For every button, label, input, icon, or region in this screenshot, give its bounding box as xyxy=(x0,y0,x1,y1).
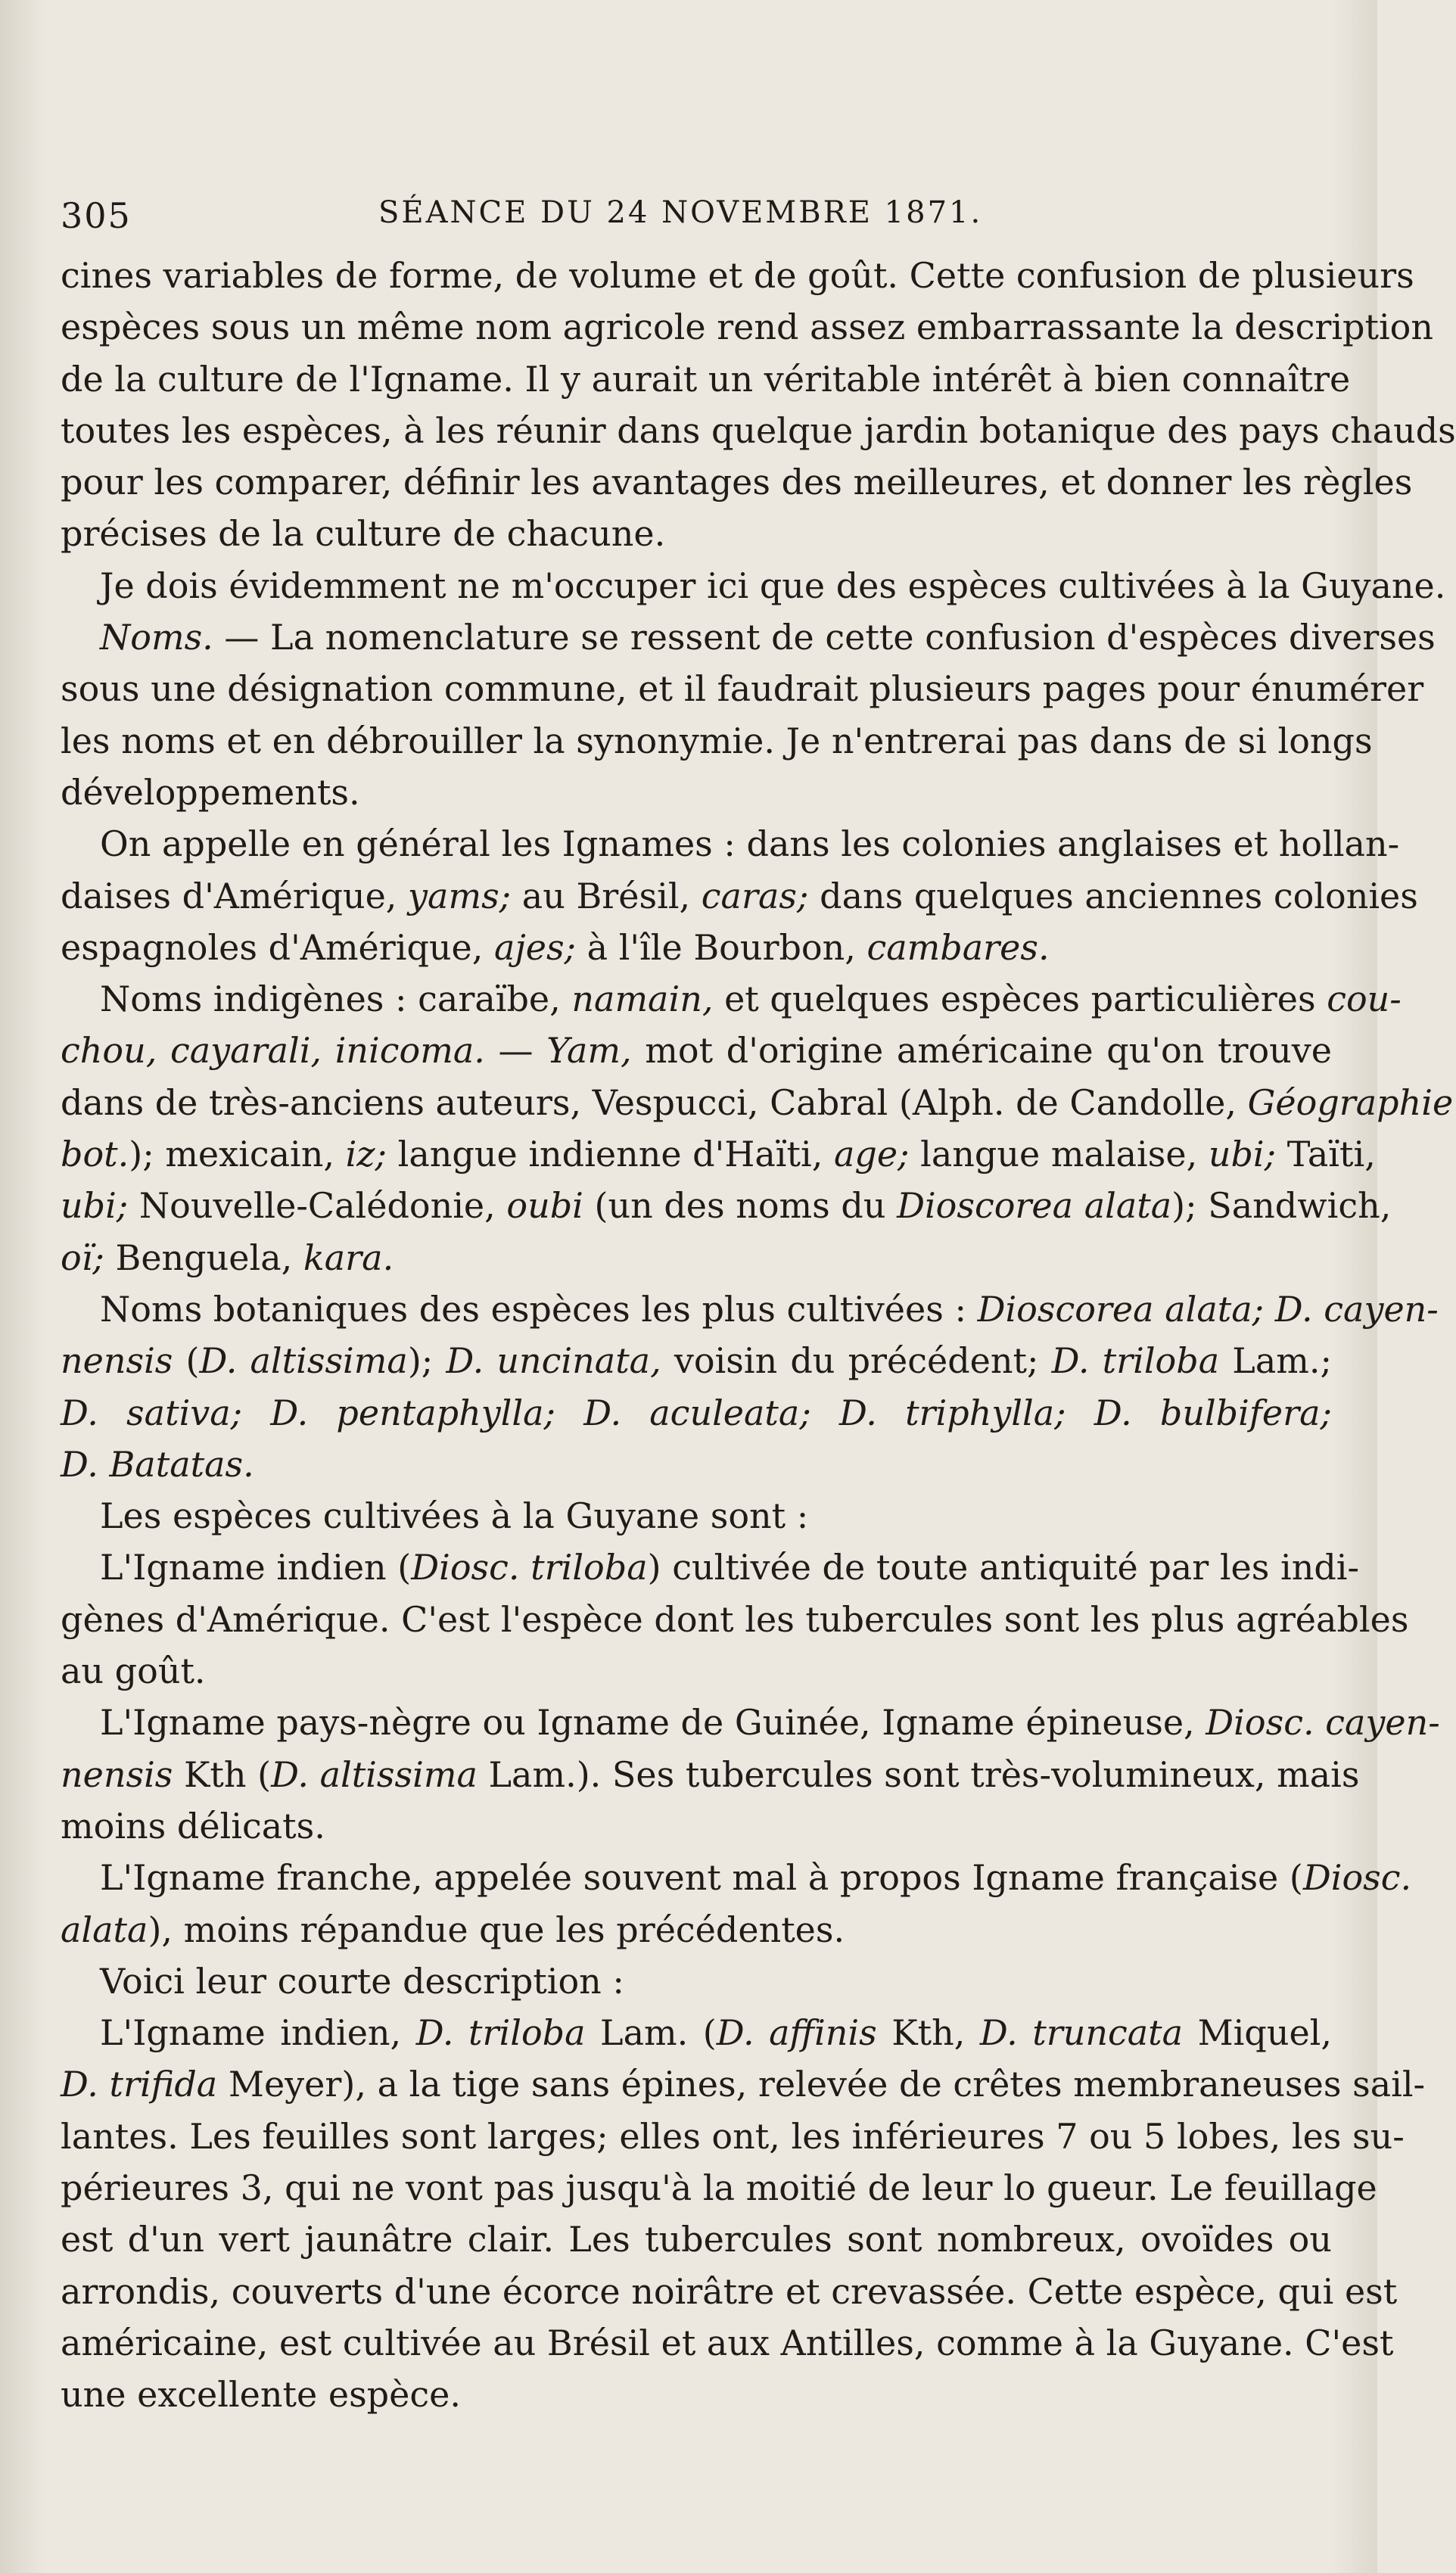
paragraph-p7 xyxy=(61,1490,1332,1542)
text-run: toutes les espèces, à les réunir dans quelque jardin botanique des pays chauds xyxy=(61,409,1456,451)
text-run: Kth, xyxy=(876,2012,980,2054)
text-run: gènes d'Amérique. C'est l'espèce dont les tubercules sont les plus agréables xyxy=(61,1598,1409,1640)
text-run: Kth ( xyxy=(173,1753,272,1795)
text-run: espagnoles d'Amérique, xyxy=(61,926,495,968)
text-line xyxy=(61,973,1402,1025)
paragraph-p12 xyxy=(61,2007,1426,2420)
text-line xyxy=(61,1025,1332,1076)
text-run: Nouvelle-Calédonie, xyxy=(128,1185,507,1227)
italic-text: D. Batatas. xyxy=(61,1443,254,1485)
italic-text: ajes; xyxy=(494,926,577,968)
text-run: (un des noms du xyxy=(583,1185,898,1227)
italic-text: cou- xyxy=(1327,978,1402,1020)
italic-text: D. trifida xyxy=(61,2064,218,2105)
text-run: développements. xyxy=(61,771,360,813)
text-run: mot d'origine américaine qu'on trouve xyxy=(631,1030,1332,1072)
italic-text: bot. xyxy=(61,1134,129,1175)
paragraph-p5 xyxy=(61,973,1454,1283)
text-run: moins délicats. xyxy=(61,1805,325,1847)
text-line xyxy=(61,560,1446,611)
text-line xyxy=(61,818,1400,870)
text-line xyxy=(61,2317,1394,2369)
text-run: Je dois évidemment ne m'occuper ici que des espèces cultivées à la Guyane. xyxy=(100,565,1446,606)
text-run: ); Sandwich, xyxy=(1171,1185,1392,1227)
text-run: — xyxy=(484,1030,547,1072)
page-number: 305 xyxy=(61,195,132,236)
text-run: au Brésil, xyxy=(511,875,702,916)
text-line xyxy=(61,1852,1412,1903)
italic-text: yams; xyxy=(408,875,512,916)
text-run: une excellente espèce. xyxy=(61,2374,461,2416)
text-run: espèces sous un même nom agricole rend assez embarrassante la description xyxy=(61,306,1433,348)
text-run: dans quelques anciennes colonies xyxy=(808,875,1418,916)
text-line xyxy=(61,508,1332,559)
italic-text: Diosc. triloba xyxy=(411,1547,648,1588)
text-line xyxy=(61,1128,1376,1180)
text-run: langue malaise, xyxy=(909,1134,1209,1175)
text-line xyxy=(61,767,1332,818)
italic-text: Yam, xyxy=(546,1030,632,1072)
italic-text: D. truncata xyxy=(979,2012,1184,2054)
text-line xyxy=(61,2007,1332,2058)
text-run: les noms et en débrouiller la synonymie. Je n'entrerai pas dans de si longs xyxy=(61,720,1373,761)
text-run: arrondis, couverts d'une écorce noirâtre et crevassée. Cette espèce, qui est xyxy=(61,2270,1398,2312)
text-run: voisin du précédent; xyxy=(661,1340,1052,1382)
text-run: Meyer), a la tige sans épines, relevée de crêtes membraneuses sail- xyxy=(217,2064,1426,2105)
text-line xyxy=(61,1749,1360,1800)
text-run: L'Igname pays-nègre ou Igname de Guinée, Igname épineuse, xyxy=(100,1702,1206,1744)
text-run: ); mexicain, xyxy=(129,1134,346,1175)
italic-text: age; xyxy=(833,1134,910,1175)
text-run: Les espèces cultivées à la Guyane sont : xyxy=(100,1495,809,1537)
text-line xyxy=(61,870,1418,922)
text-run: — La nomenclature se ressent de cette confusion d'espèces diverses xyxy=(213,617,1436,658)
text-run: Lam.; xyxy=(1219,1340,1332,1382)
text-run: périeures 3, qui ne vont pas jusqu'à la moitié de leur lo gueur. Le feuillage xyxy=(61,2167,1377,2208)
italic-text: Diosc. cayen- xyxy=(1206,1702,1440,1744)
text-run: au goût. xyxy=(61,1651,206,1692)
text-line xyxy=(61,1904,1332,1955)
text-line xyxy=(61,353,1351,405)
text-run: sous une désignation commune, et il faudrait plusieurs pages pour énumérer xyxy=(61,668,1424,710)
text-line xyxy=(61,1387,1332,1439)
text-run: est d'un vert jaunâtre clair. Les tubercules sont nombreux, ovoïdes ou xyxy=(61,2219,1332,2260)
text-line xyxy=(61,1490,1332,1542)
italic-text: nensis xyxy=(61,1753,173,1795)
text-run: daises d'Amérique, xyxy=(61,875,409,916)
italic-text: Dioscorea alata; D. cayen- xyxy=(977,1288,1439,1330)
paragraph-p1 xyxy=(61,250,1456,560)
text-line xyxy=(61,1232,1332,1283)
paragraph-p3 xyxy=(61,611,1436,818)
text-run: ( xyxy=(173,1340,200,1382)
italic-text: cambares. xyxy=(866,926,1050,968)
text-line xyxy=(61,2162,1377,2214)
italic-text: D. uncinata, xyxy=(446,1340,661,1382)
text-run: dans de très-anciens auteurs, Vespucci, Cabral (Alph. de Candolle, xyxy=(61,1081,1248,1123)
text-line xyxy=(61,1180,1392,1231)
paragraph-p8 xyxy=(61,1542,1409,1697)
text-line xyxy=(61,922,1332,973)
text-line xyxy=(61,2058,1426,2110)
italic-text: namain, xyxy=(571,978,714,1020)
text-run: ) cultivée de toute antiquité par les indi- xyxy=(647,1547,1360,1588)
page-header xyxy=(61,180,1317,248)
text-line xyxy=(61,1077,1454,1128)
running-title: SÉANCE DU 24 NOVEMBRE 1871. xyxy=(378,195,983,230)
text-run: pour les comparer, définir les avantages des meilleures, et donner les règles xyxy=(61,462,1413,503)
text-run: précises de la culture de chacune. xyxy=(61,513,666,555)
text-run: de la culture de l'Igname. Il y aurait un véritable intérêt à bien connaître xyxy=(61,358,1351,400)
text-line xyxy=(61,2369,1332,2420)
text-run: Benguela, xyxy=(104,1237,303,1278)
italic-text: kara. xyxy=(303,1237,394,1278)
italic-text: iz; xyxy=(345,1134,387,1175)
text-run: et quelques espèces particulières xyxy=(713,978,1327,1020)
text-line xyxy=(61,405,1456,456)
italic-text: chou, cayarali, inicoma. xyxy=(61,1030,485,1072)
text-run: Voici leur courte description : xyxy=(100,1960,624,2002)
text-run: lantes. Les feuilles sont larges; elles ont, les inférieures 7 ou 5 lobes, les su- xyxy=(61,2115,1405,2157)
text-run: ); xyxy=(407,1340,446,1382)
italic-text: D. sativa; D. pentaphylla; D. aculeata; D. triphylla; D. bulbifera; xyxy=(61,1392,1332,1433)
paragraph-p11 xyxy=(61,1955,1332,2007)
text-run: Lam. ( xyxy=(585,2012,717,2054)
italic-text: D. altissima xyxy=(271,1753,478,1795)
text-run: Noms indigènes : caraïbe, xyxy=(100,978,572,1020)
text-run: Taïti, xyxy=(1276,1134,1376,1175)
text-line xyxy=(61,1542,1360,1593)
italic-text: Noms. xyxy=(100,617,213,658)
italic-text: D. triloba xyxy=(1051,1340,1220,1382)
italic-text: oubi xyxy=(506,1185,583,1227)
text-line xyxy=(61,2111,1405,2162)
text-line xyxy=(61,456,1413,508)
text-line xyxy=(61,1335,1332,1386)
paragraph-p9 xyxy=(61,1697,1440,1852)
text-line xyxy=(61,1283,1439,1335)
text-run: Lam.). Ses tubercules sont très-volumineux, mais xyxy=(477,1753,1360,1795)
text-run: américaine, est cultivée au Brésil et aux Antilles, comme à la Guyane. C'est xyxy=(61,2322,1394,2363)
text-run: On appelle en général les Ignames : dans les colonies anglaises et hollan- xyxy=(100,823,1400,865)
paragraph-p2 xyxy=(61,560,1446,611)
text-run: ), moins répandue que les précédentes. xyxy=(148,1909,845,1950)
text-line xyxy=(61,715,1373,767)
text-line xyxy=(61,1594,1409,1645)
text-run: L'Igname indien ( xyxy=(100,1547,412,1588)
italic-text: D. altissima xyxy=(199,1340,408,1382)
italic-text: D. affinis xyxy=(716,2012,877,2054)
text-line xyxy=(61,301,1433,353)
text-run: Miquel, xyxy=(1183,2012,1333,2054)
text-run: L'Igname indien, xyxy=(100,2012,416,2054)
italic-text: Diosc. xyxy=(1302,1857,1412,1899)
text-line xyxy=(61,250,1414,301)
italic-text: ubi; xyxy=(1208,1134,1277,1175)
text-line xyxy=(61,2214,1332,2265)
text-line xyxy=(61,1697,1440,1748)
italic-text: alata xyxy=(61,1909,148,1950)
text-line xyxy=(61,2266,1398,2317)
text-line xyxy=(61,1645,1332,1697)
italic-text: Dioscorea alata xyxy=(897,1185,1172,1227)
text-line xyxy=(61,611,1436,663)
text-line xyxy=(61,663,1424,714)
text-run: Noms botaniques des espèces les plus cultivées : xyxy=(100,1288,978,1330)
text-run: L'Igname franche, appelée souvent mal à propos Igname française ( xyxy=(100,1857,1303,1899)
text-run: cines variables de forme, de volume et de goût. Cette confusion de plusieurs xyxy=(61,255,1414,296)
paragraph-p4 xyxy=(61,818,1418,973)
text-run: à l'île Bourbon, xyxy=(576,926,867,968)
body-text xyxy=(61,250,1456,2420)
paragraph-p10 xyxy=(61,1852,1412,1955)
italic-text: oï; xyxy=(61,1237,104,1278)
paragraph-p6 xyxy=(61,1283,1439,1490)
italic-text: caras; xyxy=(701,875,809,916)
text-line xyxy=(61,1439,1332,1490)
italic-text: D. triloba xyxy=(415,2012,586,2054)
italic-text: Géographie xyxy=(1247,1081,1454,1123)
italic-text: ubi; xyxy=(61,1185,129,1227)
text-line xyxy=(61,1800,1332,1852)
text-line xyxy=(61,1955,1332,2007)
italic-text: nensis xyxy=(61,1340,173,1382)
text-run: langue indienne d'Haïti, xyxy=(387,1134,834,1175)
